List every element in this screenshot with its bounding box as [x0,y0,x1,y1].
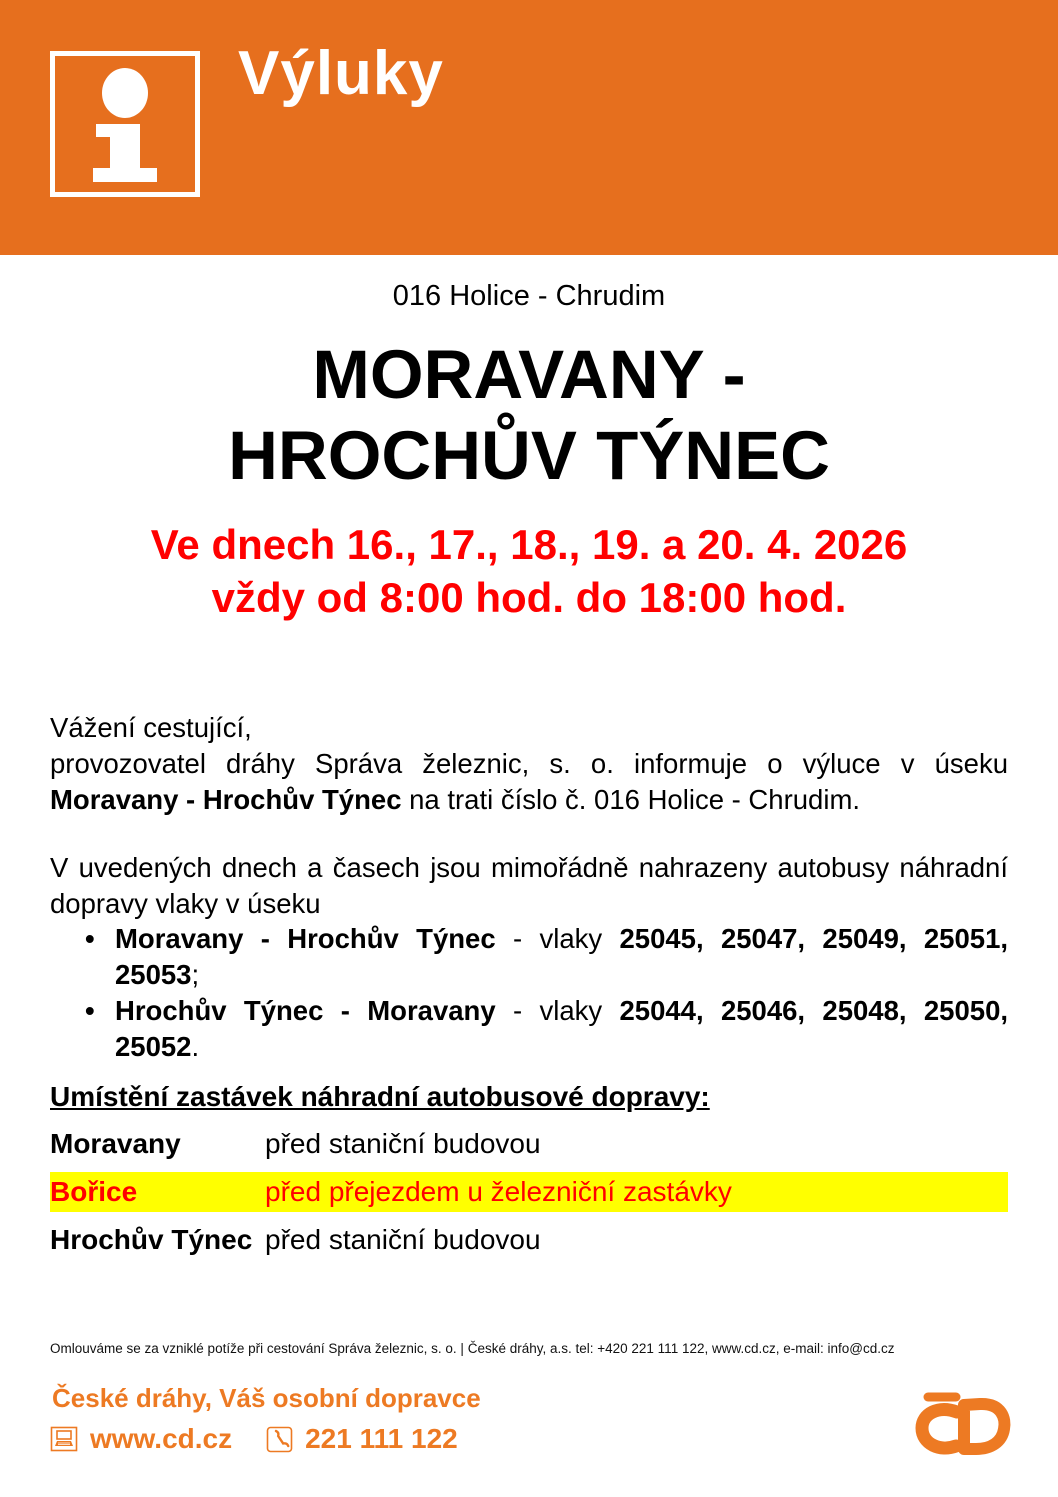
train-mid: - vlaky [495,995,620,1026]
banner-title: Výluky [238,39,444,108]
intro-text-tail: na trati číslo č. 016 Holice - Chrudim. [401,784,860,815]
info-icon [50,51,200,197]
train-tail: . [191,1031,200,1062]
closure-dates [0,519,1058,624]
table-row [50,1124,1008,1164]
closure-dates-line1: Ve dnech 16., 17., 18., 19. a 20. 4. 2026 [150,521,908,568]
replacement-paragraph: V uvedených dnech a časech jsou mimořádně nahrazeny autobusy náhradní dopravy vlaky v úseku [50,852,1008,919]
info-icon-dot [102,68,148,118]
page-title [0,334,1058,497]
route-number: 016 Holice - Chrudim [392,280,666,312]
table-row [50,1220,1008,1260]
brand-slogan: České dráhy, Váš osobní dopravce [52,1383,481,1413]
phone-icon [266,1426,293,1453]
computer-icon [50,1426,78,1452]
train-list-item [85,921,1008,993]
disclaimer: Omlouváme se za vzniklé potíže při cestování Správa železnic, s. o. | České dráhy, a.s. tel: +420 221 111 122, www.cd.cz, e-mail: info@cd.cz [50,1341,895,1356]
intro-route-bold: Moravany - Hrochův Týnec [50,784,402,815]
page-title-line1: MORAVANY - [312,336,746,413]
train-list [50,921,1008,1065]
stop-location: před staniční budovou [265,1224,541,1255]
info-icon-foot [93,168,157,182]
intro-text: provozovatel dráhy Správa železnic, s. o. informuje o výluce v úseku [50,748,1008,779]
train-route: Moravany - Hrochův Týnec [115,923,496,954]
stop-name: Hrochův Týnec [50,1224,253,1255]
contact-line [50,1423,458,1455]
banner [0,0,1058,255]
salutation: Vážení cestující, [50,712,252,743]
intro-paragraph [50,746,1008,818]
train-list-item [85,993,1008,1065]
train-mid: - vlaky [495,923,620,954]
stop-name: Moravany [50,1128,181,1159]
info-icon-stem [110,124,140,170]
table-row-highlighted [50,1172,1008,1212]
stop-name: Bořice [50,1176,138,1207]
train-tail: ; [191,959,200,990]
stop-location: před staniční budovou [265,1128,541,1159]
train-numbers: 25044, 25046, 25048, 25050, 25052 [115,995,1009,1062]
stops-heading: Umístění zastávek náhradní autobusové dopravy: [50,1081,710,1112]
stop-location: před přejezdem u železniční zastávky [265,1176,732,1207]
train-route: Hrochův Týnec - Moravany [115,995,496,1026]
phone-number: 221 111 122 [305,1423,458,1454]
stops-table [50,1124,1008,1268]
train-numbers: 25045, 25047, 25049, 25051, 25053 [115,923,1009,990]
page-title-line2: HROCHŮV TÝNEC [228,417,830,495]
closure-dates-line2: vždy od 8:00 hod. do 18:00 hod. [211,573,847,621]
website-text: www.cd.cz [90,1423,233,1454]
cd-logo [898,1387,1014,1465]
